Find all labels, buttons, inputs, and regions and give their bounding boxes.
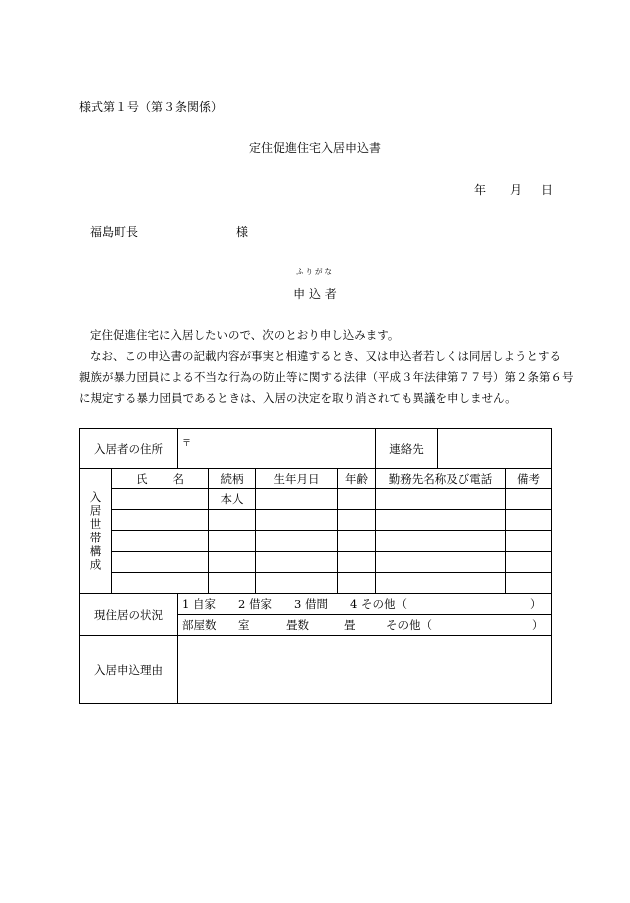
reason-row [80, 636, 552, 704]
member-birthdate-field[interactable] [256, 510, 338, 531]
date-day: 日 [541, 183, 554, 197]
header-birthdate: 生年月日 [256, 469, 338, 489]
member-relation-field[interactable] [209, 552, 256, 573]
date-year: 年 [474, 183, 487, 197]
member-name-field[interactable] [112, 489, 209, 510]
header-name-2: 名 [172, 471, 184, 486]
page-title: 定住促進住宅入居申込書 [248, 141, 381, 155]
housing-option-rented-room[interactable]: 3 借間 [294, 597, 328, 611]
address-label: 入居者の住所 [80, 429, 178, 469]
member-age-field[interactable] [338, 573, 376, 594]
housing-option-own[interactable]: 1 自家 [182, 597, 216, 611]
contact-label: 連絡先 [376, 429, 438, 469]
household-row [80, 573, 552, 594]
member-relation-field[interactable] [209, 531, 256, 552]
member-remarks-field[interactable] [506, 489, 552, 510]
addressee-honorific: 様 [236, 225, 249, 239]
member-birthdate-field[interactable] [256, 489, 338, 510]
household-row [80, 531, 552, 552]
application-table [79, 428, 552, 704]
postal-mark: 〒 [182, 439, 192, 449]
member-relation-field[interactable] [209, 510, 256, 531]
member-age-field[interactable] [338, 489, 376, 510]
paragraph-note-line2: 親族が暴力団員による不当な行為の防止等に関する法律（平成３年法律第７７号）第２条第６号 [79, 370, 574, 384]
date-month: 月 [510, 183, 523, 197]
contact-field[interactable] [438, 429, 552, 469]
member-name-field[interactable] [112, 510, 209, 531]
member-name-field[interactable] [112, 573, 209, 594]
header-remarks: 備考 [506, 469, 552, 489]
member-birthdate-field[interactable] [256, 552, 338, 573]
member-age-field[interactable] [338, 552, 376, 573]
reason-field[interactable] [178, 636, 552, 704]
household-label-cell [80, 469, 112, 594]
room-other-label: その他（ [386, 618, 432, 632]
member-relation: 本人 [209, 489, 256, 510]
member-remarks-field[interactable] [506, 510, 552, 531]
rooms-unit: 室 [238, 618, 250, 632]
tatami-label: 畳数 [286, 618, 309, 632]
member-name-field[interactable] [112, 531, 209, 552]
header-relation: 続柄 [209, 469, 256, 489]
household-row [80, 489, 552, 510]
member-age-field[interactable] [338, 510, 376, 531]
member-workplace-field[interactable] [376, 552, 506, 573]
header-name [112, 469, 209, 489]
member-workplace-field[interactable] [376, 489, 506, 510]
household-label: 入居世帯構成 [88, 490, 103, 572]
member-relation-field[interactable] [209, 573, 256, 594]
member-workplace-field[interactable] [376, 510, 506, 531]
rooms-label: 部屋数 [182, 618, 217, 632]
housing-options[interactable] [178, 594, 552, 615]
header-name-1: 氏 [136, 471, 148, 486]
address-field[interactable] [178, 429, 376, 469]
housing-row-1 [80, 594, 552, 615]
member-birthdate-field[interactable] [256, 531, 338, 552]
household-row [80, 552, 552, 573]
member-birthdate-field[interactable] [256, 573, 338, 594]
applicant-furigana: ふりがな [296, 267, 334, 276]
reason-label: 入居申込理由 [80, 636, 178, 704]
household-header-row [80, 469, 552, 489]
form-number: 様式第１号（第３条関係） [79, 100, 224, 114]
member-age-field[interactable] [338, 531, 376, 552]
member-name-field[interactable] [112, 552, 209, 573]
paragraph-note-line1: なお、この申込書の記載内容が事実と相違するとき、又は申込者若しくは同居しようとする [90, 349, 562, 363]
room-info[interactable] [178, 615, 552, 636]
paragraph-intro: 定住促進住宅に入居したいので、次のとおり申し込みます。 [90, 328, 400, 342]
room-other-close: ） [532, 618, 544, 632]
applicant-label: 申 込 者 [293, 287, 337, 301]
member-remarks-field[interactable] [506, 531, 552, 552]
member-workplace-field[interactable] [376, 573, 506, 594]
current-housing-label: 現住居の状況 [80, 594, 178, 636]
member-workplace-field[interactable] [376, 531, 506, 552]
paragraph-note-line3: に規定する暴力団員であるときは、入居の決定を取り消されても異議を申しません。 [79, 391, 517, 405]
housing-option-rented-house[interactable]: 2 借家 [238, 597, 272, 611]
header-age: 年齢 [338, 469, 376, 489]
housing-option-other[interactable]: 4 その他（ [350, 597, 407, 611]
header-workplace: 勤務先名称及び電話 [376, 469, 506, 489]
tatami-unit: 畳 [344, 618, 356, 632]
household-row [80, 510, 552, 531]
member-remarks-field[interactable] [506, 573, 552, 594]
address-row [80, 429, 552, 469]
member-remarks-field[interactable] [506, 552, 552, 573]
housing-option-close: ） [530, 597, 542, 611]
addressee-mayor: 福島町長 [90, 225, 139, 239]
